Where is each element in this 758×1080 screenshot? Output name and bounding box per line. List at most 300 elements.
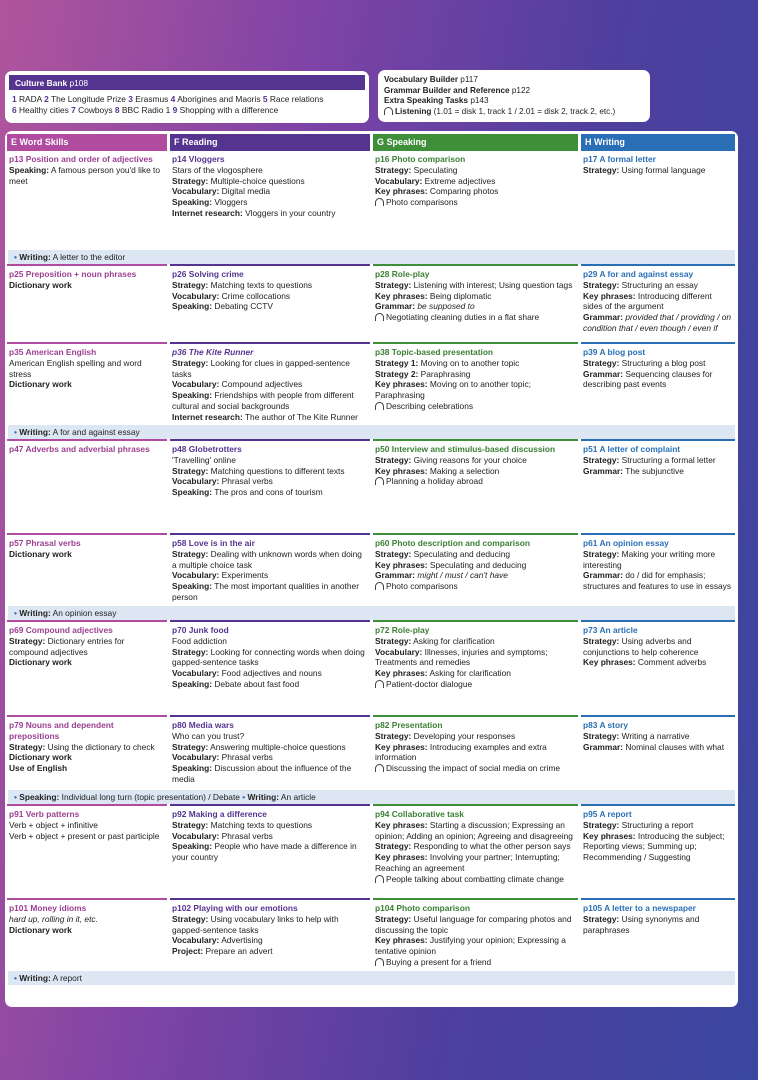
lesson-detail	[583, 820, 732, 831]
culture-item-label: BBC Radio 1	[119, 104, 173, 115]
detail-label: Strategy:	[375, 164, 412, 175]
detail-label: Strategy:	[9, 741, 46, 752]
detail-label: Strategy:	[172, 819, 209, 830]
lesson-detail	[583, 831, 732, 863]
lesson-detail	[9, 549, 164, 560]
lesson-detail	[583, 280, 732, 291]
culture-line	[9, 94, 365, 105]
band-label: Writing:	[19, 252, 51, 262]
detail-label: Strategy:	[583, 454, 620, 465]
lesson-detail	[172, 476, 367, 487]
lesson-detail	[172, 935, 367, 946]
skills-band	[8, 606, 735, 620]
detail-value: Matching questions to different texts	[208, 465, 345, 476]
lesson-detail	[583, 455, 732, 466]
detail-value: Matching texts to questions	[208, 279, 313, 290]
detail-value: Dealing with unknown words when doing a multiple choice task	[172, 548, 362, 570]
band-value: An opinion essay	[50, 608, 117, 618]
lesson-detail	[375, 874, 575, 885]
detail-label: Vocabulary:	[172, 290, 220, 301]
lesson-detail	[375, 852, 575, 874]
lesson-detail	[375, 197, 575, 208]
lesson-detail	[583, 312, 732, 334]
unit-cell	[373, 715, 578, 787]
band-label: Writing:	[19, 427, 51, 437]
band-value: A for and against essay	[50, 427, 140, 437]
detail-label: Strategy:	[172, 465, 209, 476]
detail-label: Strategy:	[172, 646, 209, 657]
lesson-detail	[9, 831, 164, 842]
headphones-icon	[384, 107, 393, 115]
unit-cell	[581, 439, 735, 533]
detail-value: Speculating and deducing	[411, 548, 511, 559]
lesson-detail	[375, 312, 575, 323]
detail-value: Using adverbs and conjunctions to help coherence	[583, 635, 699, 657]
detail-value: Friendships with people from different cultural and social backgrounds	[172, 390, 354, 411]
detail-label: Key phrases:	[375, 290, 428, 301]
detail-label: Strategy:	[172, 548, 209, 559]
detail-label: Grammar:	[583, 741, 624, 752]
detail-label: Use of English	[9, 763, 68, 773]
lesson-title: p50 Interview and stimulus-based discussion	[375, 444, 556, 454]
lesson-detail	[375, 379, 575, 401]
lesson-detail	[375, 369, 575, 380]
lesson-title: p102 Playing with our emotions	[172, 903, 298, 913]
lesson-title: p91 Verb patterns	[9, 809, 80, 819]
detail-value: Using formal language	[619, 164, 706, 175]
lesson-detail	[172, 752, 367, 763]
lesson-detail	[375, 914, 575, 936]
unit-cell	[7, 620, 167, 715]
lesson-detail	[375, 957, 575, 968]
unit-cell	[170, 533, 370, 603]
band-value: A letter to the editor	[50, 252, 126, 262]
unit-row	[5, 439, 738, 533]
column-header: H Writing	[581, 134, 735, 149]
lesson-detail	[583, 742, 732, 753]
lesson-detail	[375, 186, 575, 197]
lesson-detail	[583, 731, 732, 742]
detail-label: Speaking:	[172, 197, 213, 207]
detail-label: Grammar:	[375, 570, 416, 581]
lesson-detail	[172, 358, 367, 380]
unit-cell	[7, 533, 167, 603]
lesson-detail	[172, 412, 367, 423]
lesson-title: p60 Photo description and comparison	[375, 538, 530, 548]
unit-cell	[581, 898, 735, 968]
lesson-title: p104 Photo comparison	[375, 903, 470, 913]
band-label: Writing:	[247, 792, 280, 802]
detail-value: Comment adverbs	[635, 657, 707, 668]
band-value: Individual long turn (topic presentation) / Debate	[59, 792, 240, 802]
detail-label: Grammar:	[583, 368, 624, 379]
headphones-icon	[375, 313, 384, 321]
detail-value: Justifying your opinion; Expressing a tentative opinion	[375, 935, 566, 956]
bullet-icon: •	[14, 792, 20, 802]
lesson-detail	[375, 820, 575, 842]
lesson-detail	[375, 476, 575, 487]
unit-cell	[7, 264, 167, 342]
detail-label: Vocabulary:	[172, 830, 220, 841]
detail-value: Describing celebrations	[386, 400, 474, 411]
detail-label: Strategy:	[375, 841, 412, 852]
unit-cell	[373, 342, 578, 422]
detail-value: Asking for clarification	[411, 635, 495, 646]
lesson-title: p13 Position and order of adjectives	[9, 154, 153, 164]
lesson-detail	[172, 763, 367, 785]
lesson-detail	[172, 581, 367, 603]
detail-label: Strategy:	[172, 279, 209, 290]
detail-value: Using vocabulary links to help with gapped-sentence tasks	[172, 913, 339, 935]
unit-cell	[373, 264, 578, 342]
lesson-detail	[9, 358, 164, 380]
detail-value: Phrasal verbs	[219, 830, 273, 841]
lesson-detail	[375, 301, 575, 312]
detail-label: Vocabulary:	[172, 668, 220, 678]
detail-value: Speculating and deducing	[427, 559, 527, 570]
unit-cell	[373, 439, 578, 533]
lesson-detail	[172, 668, 367, 679]
unit-row	[5, 715, 738, 787]
column-header: E Word Skills	[7, 134, 167, 149]
detail-label: Speaking:	[172, 487, 213, 497]
lesson-detail	[172, 946, 367, 957]
unit-cell	[7, 439, 167, 533]
lesson-detail	[172, 390, 367, 412]
unit-cell	[373, 149, 578, 247]
lesson-detail	[9, 165, 164, 187]
detail-value: People who have made a difference in your country	[172, 841, 357, 862]
detail-value: Discussing the impact of social media on crime	[386, 763, 561, 773]
lesson-detail	[375, 679, 575, 690]
lesson-title: p25 Preposition + noun phrases	[9, 269, 137, 279]
detail-label: Strategy 1:	[375, 357, 419, 368]
lesson-detail	[172, 647, 367, 669]
contents-rows	[5, 149, 738, 985]
detail-label: Key phrases:	[375, 465, 428, 476]
headphones-icon	[375, 402, 384, 410]
lesson-detail	[375, 466, 575, 477]
detail-value: Useful language for comparing photos and discussing the topic	[375, 913, 572, 935]
lesson-detail	[9, 925, 164, 936]
lesson-detail	[375, 731, 575, 742]
lesson-detail	[375, 742, 575, 764]
culture-item-label: Aborigines and Maoris	[175, 94, 263, 104]
detail-value: Vloggers	[212, 197, 248, 207]
detail-label: Speaking:	[172, 581, 213, 591]
lesson-detail	[172, 487, 367, 498]
detail-value: Sequencing clauses for describing past events	[583, 368, 713, 390]
detail-label: Dictionary work	[9, 657, 72, 668]
lesson-title: p58 Love is in the air	[172, 538, 255, 548]
detail-label: Strategy:	[172, 741, 209, 752]
detail-value: Listening with interest; Using question tags	[411, 279, 573, 290]
unit-cell	[170, 264, 370, 342]
lesson-title: p48 Globetrotters	[172, 444, 242, 454]
detail-value: A famous person you'd like to meet	[9, 164, 161, 186]
detail-value: Structuring a blog post	[619, 357, 706, 368]
detail-value: Looking for clues in gapped-sentence tasks	[172, 357, 350, 379]
band-value: An article	[279, 792, 316, 802]
detail-value: Introducing different sides of the argument	[583, 290, 712, 312]
unit-cell	[7, 715, 167, 787]
detail-label: Vocabulary:	[375, 175, 423, 186]
detail-value: Discussion about the influence of the media	[172, 763, 352, 784]
lesson-detail	[172, 820, 367, 831]
detail-label: Vocabulary:	[172, 570, 220, 581]
band-label: Speaking:	[19, 792, 60, 802]
detail-value: Using synonyms and paraphrases	[583, 913, 700, 935]
detail-value: Making your writing more interesting	[583, 548, 716, 570]
lesson-detail	[583, 466, 732, 477]
culture-item-number: 1	[12, 94, 17, 104]
lesson-title: p80 Media wars	[172, 720, 234, 730]
detail-label: Speaking:	[172, 390, 213, 400]
lesson-title: p82 Presentation	[375, 720, 443, 730]
unit-cell	[581, 533, 735, 603]
culture-bank-items	[9, 94, 365, 116]
unit-row	[5, 620, 738, 715]
lesson-detail	[583, 549, 732, 571]
detail-label: Key phrases:	[375, 935, 428, 946]
lesson-detail	[172, 549, 367, 571]
unit-cell	[581, 620, 735, 715]
lesson-detail	[9, 657, 164, 668]
lesson-detail	[172, 208, 367, 219]
lesson-detail	[375, 358, 575, 369]
lesson-detail	[375, 570, 575, 581]
detail-value: might / must / can't have	[415, 570, 508, 581]
detail-value: The subjunctive	[623, 465, 684, 476]
lesson-detail	[9, 742, 164, 753]
detail-label: Key phrases:	[583, 290, 636, 301]
lesson-detail	[172, 291, 367, 302]
lesson-detail	[375, 636, 575, 647]
detail-value: Advertising	[219, 935, 263, 946]
detail-label: Speaking:	[172, 841, 213, 852]
detail-label: Vocabulary:	[172, 935, 220, 946]
lesson-title: p70 Junk food	[172, 625, 229, 635]
unit-cell	[373, 620, 578, 715]
detail-value: Being diplomatic	[427, 290, 492, 301]
lesson-detail	[172, 466, 367, 477]
unit-cell	[7, 342, 167, 422]
lesson-title: p57 Phrasal verbs	[9, 538, 81, 548]
detail-value: Starting a discussion; Expressing an opinion; Adding an opinion; Agreeing and disagreeing	[375, 819, 573, 841]
detail-value: do / did for emphasis; structures and features to use in essays	[583, 570, 732, 591]
detail-value: Responding to what the other person says	[411, 841, 571, 852]
detail-label: Key phrases:	[375, 668, 428, 678]
unit-cell	[373, 533, 578, 603]
band-label: Writing:	[19, 973, 51, 983]
detail-value: Making a selection	[427, 465, 500, 476]
lesson-title: p79 Nouns and dependent prepositions	[9, 720, 114, 741]
lesson-detail	[375, 176, 575, 187]
lesson-detail	[172, 841, 367, 863]
lesson-detail	[9, 763, 164, 774]
culture-item-number: 2	[44, 94, 49, 104]
lesson-title: p61 An opinion essay	[583, 538, 669, 548]
detail-label: Project:	[172, 946, 204, 956]
detail-value: Using the dictionary to check	[45, 741, 155, 752]
culture-item-number: 9	[172, 104, 178, 115]
detail-label: Key phrases:	[375, 741, 428, 752]
unit-cell	[581, 342, 735, 422]
lesson-detail	[172, 280, 367, 291]
unit-cell	[581, 149, 735, 247]
detail-label: Speaking:	[172, 763, 213, 773]
culture-item-number: 5	[262, 94, 268, 104]
unit-cell	[170, 620, 370, 715]
lesson-detail	[9, 280, 164, 291]
culture-item-label: RADA	[16, 94, 45, 104]
detail-label: Key phrases:	[375, 852, 428, 862]
detail-label: Grammar:	[583, 465, 624, 476]
detail-value: American English spelling and word stress	[9, 357, 142, 379]
culture-item-number: 6	[12, 104, 17, 115]
lesson-detail	[172, 186, 367, 197]
bullet-icon: •	[14, 973, 20, 983]
bullet-icon: •	[239, 792, 248, 802]
lesson-detail	[375, 280, 575, 291]
detail-value: Food adjectives and nouns	[219, 668, 322, 678]
detail-value: Extreme adjectives	[422, 175, 496, 186]
detail-label: Strategy:	[375, 454, 412, 465]
detail-value: The pros and cons of tourism	[212, 487, 323, 497]
lesson-title: p83 A story	[583, 720, 628, 730]
lesson-title: p47 Adverbs and adverbial phrases	[9, 444, 150, 454]
detail-value: The most important qualities in another person	[172, 581, 359, 602]
lesson-detail	[583, 165, 732, 176]
detail-value: The author of The Kite Runner	[242, 411, 358, 422]
detail-value: Debate about fast food	[212, 678, 300, 689]
lesson-detail	[583, 636, 732, 658]
lesson-detail	[583, 369, 732, 391]
lesson-detail	[9, 914, 164, 925]
lesson-detail	[375, 763, 575, 774]
detail-label: Grammar:	[583, 312, 624, 322]
lesson-title: p17 A formal letter	[583, 154, 656, 164]
detail-value: Nominal clauses with what	[623, 741, 725, 752]
detail-value: Debating CCTV	[212, 301, 274, 312]
lesson-detail	[172, 831, 367, 842]
skills-band	[8, 250, 735, 264]
detail-label: Key phrases:	[583, 830, 636, 841]
lesson-detail	[172, 197, 367, 208]
detail-label: Vocabulary:	[172, 186, 220, 197]
detail-label: Strategy:	[172, 913, 209, 924]
culture-item-number: 3	[128, 94, 133, 104]
detail-value: Structuring a formal letter	[619, 454, 716, 465]
lesson-detail	[375, 935, 575, 957]
lesson-detail	[375, 668, 575, 679]
lesson-detail	[583, 358, 732, 369]
unit-cell	[581, 264, 735, 342]
detail-label: Strategy:	[375, 548, 412, 559]
detail-value: Digital media	[219, 186, 271, 197]
detail-label: Vocabulary:	[172, 752, 220, 763]
detail-value: Vloggers in your country	[242, 207, 336, 218]
lesson-title: p29 A for and against essay	[583, 269, 694, 279]
detail-value: Photo comparisons	[386, 197, 458, 207]
contents-table	[5, 131, 738, 1007]
lesson-title: p16 Photo comparison	[375, 154, 466, 164]
detail-value: Writing a narrative	[619, 730, 690, 741]
detail-label: Strategy:	[583, 279, 620, 290]
skills-band	[8, 425, 735, 439]
lesson-detail	[172, 455, 367, 466]
culture-item-label: Erasmus	[132, 94, 171, 104]
lesson-title: p38 Topic-based presentation	[375, 347, 494, 357]
detail-label: Dictionary work	[9, 379, 72, 390]
detail-label: Strategy:	[583, 819, 620, 830]
detail-label: Key phrases:	[375, 379, 428, 390]
detail-label: Strategy:	[172, 175, 209, 186]
detail-value: Matching texts to questions	[208, 819, 313, 830]
lesson-detail	[172, 742, 367, 753]
detail-value: Stars of the vlogosphere	[172, 164, 263, 175]
detail-value: Introducing examples and extra information	[375, 741, 547, 763]
detail-value: Asking for clarification	[427, 668, 511, 678]
detail-value: Structuring a report	[619, 819, 694, 830]
lesson-detail	[9, 379, 164, 390]
unit-row	[5, 898, 738, 968]
detail-value: Giving reasons for your choice	[411, 454, 527, 465]
detail-label: Vocabulary:	[172, 476, 220, 487]
lesson-detail	[375, 841, 575, 852]
detail-label: Strategy:	[375, 913, 412, 924]
detail-value: Verb + object + infinitive	[9, 819, 98, 830]
lesson-detail	[583, 914, 732, 936]
lesson-title: p51 A letter of complaint	[583, 444, 681, 454]
lesson-title: p35 American English	[9, 347, 97, 357]
detail-value: Phrasal verbs	[219, 476, 273, 487]
detail-value: Verb + object + present or past participle	[9, 830, 160, 841]
unit-cell	[373, 898, 578, 968]
detail-value: People talking about combatting climate change	[386, 873, 564, 884]
headphones-icon	[375, 764, 384, 772]
detail-label: Strategy:	[583, 730, 620, 741]
detail-label: Strategy:	[375, 730, 412, 741]
detail-label: Dictionary work	[9, 924, 72, 935]
unit-cell	[7, 898, 167, 968]
culture-item-number: 4	[170, 94, 176, 104]
lesson-detail	[9, 752, 164, 763]
lesson-detail	[172, 570, 367, 581]
detail-value: Compound adjectives	[219, 379, 303, 390]
lesson-detail	[9, 636, 164, 658]
lesson-detail	[375, 401, 575, 412]
lesson-title: p73 An article	[583, 625, 638, 635]
lesson-detail	[172, 914, 367, 936]
detail-value: Moving on to another topic; Paraphrasing	[375, 379, 531, 400]
detail-value: Structuring an essay	[619, 279, 698, 290]
detail-label: Key phrases:	[375, 186, 428, 197]
unit-cell	[7, 804, 167, 898]
lesson-detail	[375, 165, 575, 176]
culture-line	[9, 105, 365, 116]
lesson-title: p105 A letter to a newspaper	[583, 903, 696, 913]
unit-row	[5, 804, 738, 898]
detail-value: Who can you trust?	[172, 730, 245, 741]
unit-cell	[373, 804, 578, 898]
detail-label: Speaking:	[172, 678, 213, 689]
detail-value: be supposed to	[415, 301, 475, 312]
unit-row	[5, 342, 738, 422]
detail-label: Key phrases:	[375, 559, 428, 570]
detail-label: Strategy:	[172, 357, 209, 368]
detail-label: Speaking:	[172, 301, 213, 312]
